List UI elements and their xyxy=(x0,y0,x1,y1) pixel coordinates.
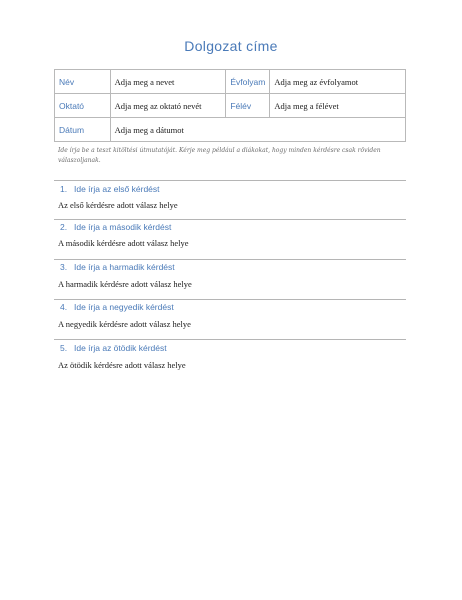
page-title[interactable]: Dolgozat címe xyxy=(184,38,278,54)
question-1[interactable] xyxy=(60,184,160,194)
question-text: Ide írja az első kérdést xyxy=(74,184,160,194)
semester-field[interactable]: Adja meg a félévet xyxy=(270,94,406,118)
divider xyxy=(54,219,406,220)
name-label: Név xyxy=(55,70,111,94)
answer-4[interactable]: A negyedik kérdésre adott válasz helye xyxy=(58,319,191,329)
info-row-date xyxy=(55,118,406,142)
question-3[interactable] xyxy=(60,262,175,272)
question-number: 3. xyxy=(60,262,68,272)
date-field[interactable]: Adja meg a dátumot xyxy=(110,118,405,142)
question-number: 2. xyxy=(60,222,68,232)
divider xyxy=(54,299,406,300)
question-text: Ide írja a negyedik kérdést xyxy=(74,302,174,312)
info-row-teacher xyxy=(55,94,406,118)
question-5[interactable] xyxy=(60,343,167,353)
question-text: Ide írja a harmadik kérdést xyxy=(74,262,175,272)
divider xyxy=(54,259,406,260)
info-row-name xyxy=(55,70,406,94)
divider xyxy=(54,339,406,340)
question-number: 1. xyxy=(60,184,68,194)
answer-5[interactable]: Az ötödik kérdésre adott válasz helye xyxy=(58,360,186,370)
question-number: 4. xyxy=(60,302,68,312)
grade-label: Évfolyam xyxy=(226,70,270,94)
question-text: Ide írja az ötödik kérdést xyxy=(74,343,167,353)
grade-field[interactable]: Adja meg az évfolyamot xyxy=(270,70,406,94)
date-label: Dátum xyxy=(55,118,111,142)
instructions-text[interactable]: Ide írja be a teszt kitöltési útmutatóját. Kérje meg például a diákokat, hogy minden kérdésre csak röviden válaszoljanak. xyxy=(58,147,381,164)
name-field[interactable]: Adja meg a nevet xyxy=(110,70,226,94)
answer-1[interactable]: Az első kérdésre adott válasz helye xyxy=(58,200,178,210)
question-2[interactable] xyxy=(60,222,171,232)
teacher-label: Oktató xyxy=(55,94,111,118)
answer-3[interactable]: A harmadik kérdésre adott válasz helye xyxy=(58,279,192,289)
teacher-field[interactable]: Adja meg az oktató nevét xyxy=(110,94,226,118)
question-4[interactable] xyxy=(60,302,174,312)
divider xyxy=(54,180,406,181)
answer-2[interactable]: A második kérdésre adott válasz helye xyxy=(58,238,189,248)
info-table xyxy=(54,69,406,142)
semester-label: Félév xyxy=(226,94,270,118)
question-text: Ide írja a második kérdést xyxy=(74,222,172,232)
question-number: 5. xyxy=(60,343,68,353)
